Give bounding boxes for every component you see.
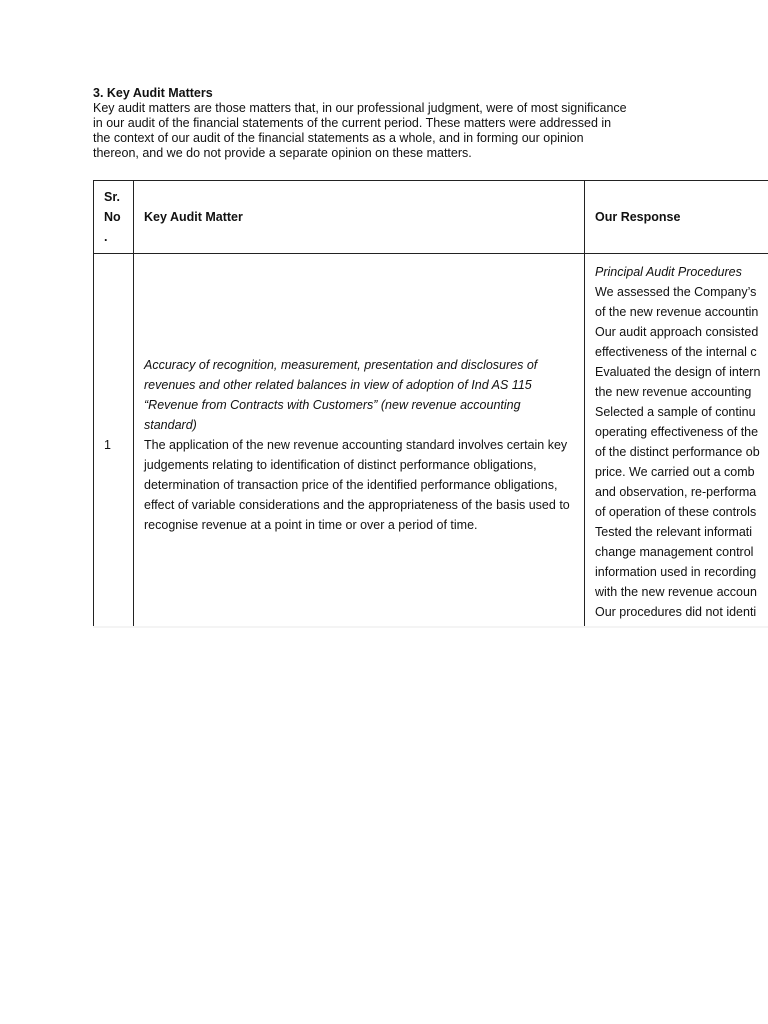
- matter-title: Accuracy of recognition, measurement, presentation and disclosures of revenues and other related balances in view of adoption of Ind AS 115 “Revenue from Contracts with Customers” (new revenue accounting standard): [144, 358, 538, 432]
- response-line: We assessed the Company’s: [595, 285, 757, 299]
- response-line: Tested the relevant informati: [595, 525, 753, 539]
- table-header-row: [94, 181, 768, 254]
- header-our-response: Our Response: [585, 181, 768, 254]
- intro-line: thereon, and we do not provide a separate opinion on these matters.: [93, 146, 472, 160]
- response-line: change management control: [595, 545, 754, 559]
- response-line: Selected a sample of continu: [595, 405, 756, 419]
- response-line: of operation of these controls: [595, 505, 757, 519]
- response-line: the new revenue accounting: [595, 385, 752, 399]
- matter-description: The application of the new revenue accounting standard involves certain key judgements relating to identification of distinct performance obligations, determination of transaction price of the identified performance obligations, effect of variable considerations and the appropriateness of the basis used to recognise revenue at a point in time or over a period of time.: [144, 438, 570, 532]
- section-intro: [93, 101, 693, 161]
- response-title: Principal Audit Procedures: [595, 265, 742, 279]
- section-heading: 3. Key Audit Matters: [93, 86, 213, 100]
- row-key-audit-matter: [134, 254, 585, 629]
- response-line: Evaluated the design of intern: [595, 365, 761, 379]
- row-our-response: [585, 254, 768, 629]
- row-sr-number: 1: [94, 254, 134, 629]
- table-cut-edge: [93, 626, 768, 628]
- table-row: [94, 254, 768, 629]
- response-line: price. We carried out a comb: [595, 465, 755, 479]
- response-line: Our audit approach consisted: [595, 325, 759, 339]
- response-line: of the new revenue accountin: [595, 305, 759, 319]
- intro-line: in our audit of the financial statements of the current period. These matters were addressed in: [93, 116, 612, 130]
- response-line: operating effectiveness of the: [595, 425, 759, 439]
- response-line: with the new revenue accoun: [595, 585, 757, 599]
- response-line: and observation, re-performa: [595, 485, 757, 499]
- intro-line: Key audit matters are those matters that, in our professional judgment, were of most significance: [93, 101, 627, 115]
- header-key-audit-matter: Key Audit Matter: [134, 181, 585, 254]
- response-line: effectiveness of the internal c: [595, 345, 757, 359]
- response-line: Our procedures did not identi: [595, 605, 757, 619]
- response-line: of the distinct performance ob: [595, 445, 760, 459]
- response-line: information used in recording: [595, 565, 757, 579]
- intro-line: the context of our audit of the financial statements as a whole, and in forming our opinion: [93, 131, 584, 145]
- header-sr-no: Sr. No .: [94, 181, 134, 254]
- key-audit-matters-table-container: [93, 180, 768, 628]
- key-audit-matters-table: [93, 180, 768, 628]
